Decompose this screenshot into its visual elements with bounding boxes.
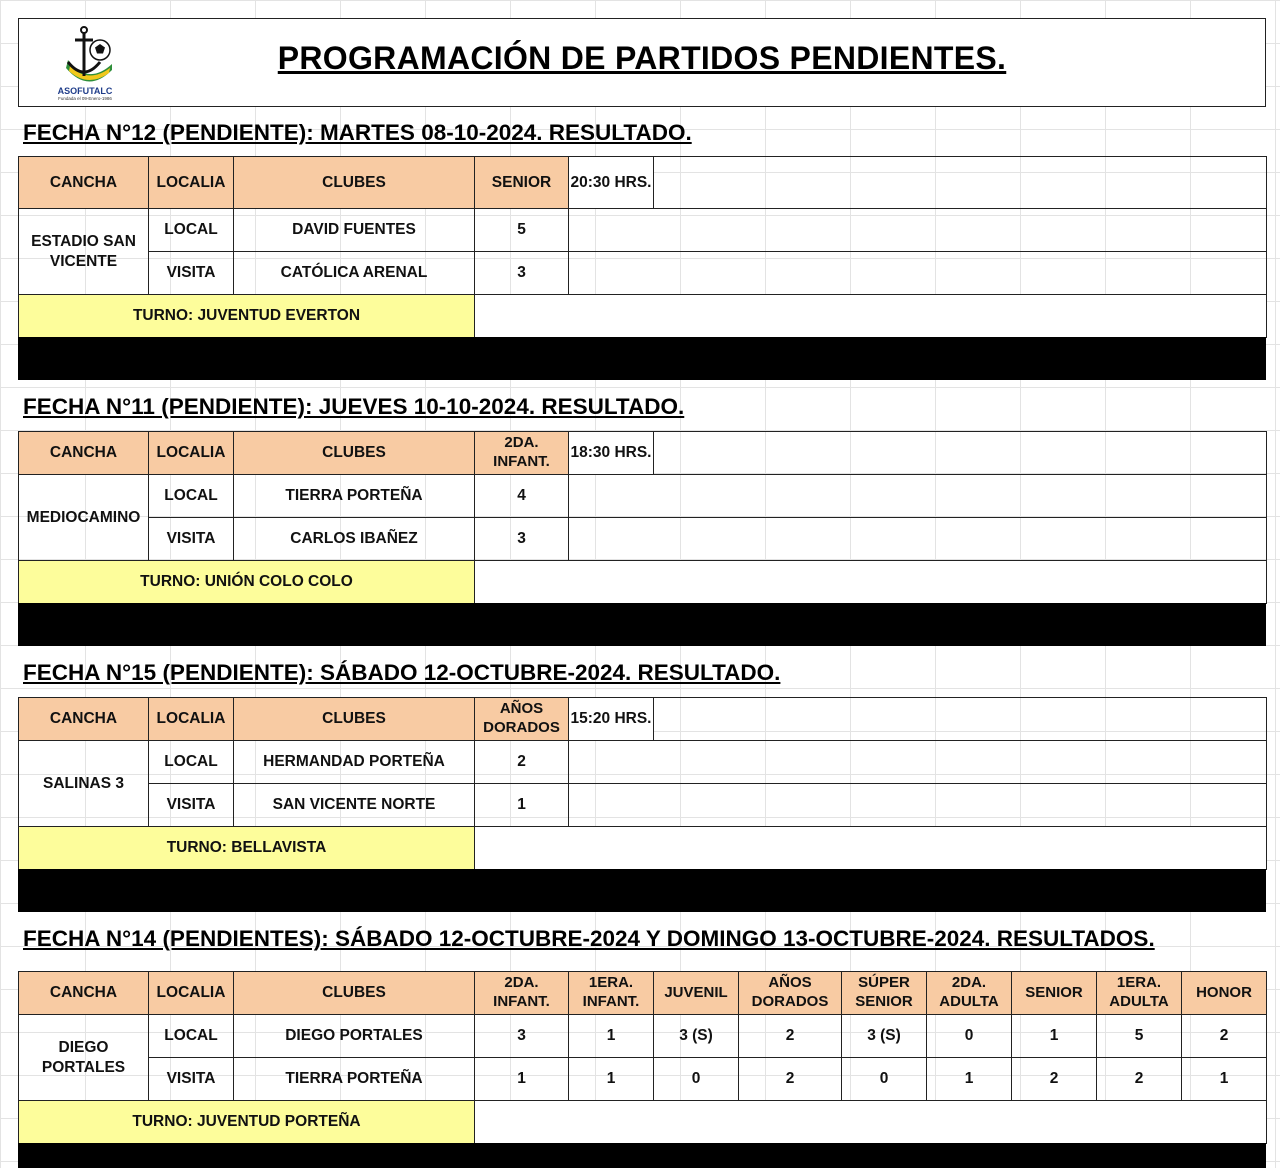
score-cell: 1	[927, 1058, 1012, 1101]
match-time: 15:20 HRS.	[569, 698, 654, 741]
score-cell: 5	[475, 209, 569, 252]
score-cell: 3	[475, 252, 569, 295]
score-cell: 0	[654, 1058, 739, 1101]
localia-cell: VISITA	[149, 784, 234, 827]
score-cell: 1	[569, 1058, 654, 1101]
cancha-cell: ESTADIO SAN VICENTE	[19, 209, 149, 295]
club-cell: HERMANDAD PORTEÑA	[234, 741, 475, 784]
column-header-serie: AÑOS DORADOS	[739, 972, 842, 1015]
score-cell: 1	[569, 1015, 654, 1058]
column-header-localia: LOCALIA	[149, 698, 234, 741]
logo-text: ASOFUTALC	[57, 86, 113, 96]
section-separator	[18, 337, 1266, 380]
score-cell: 1	[1012, 1015, 1097, 1058]
logo-subtext: Fundada el 09-Enero-1986	[58, 96, 112, 101]
score-cell: 3 (S)	[842, 1015, 927, 1058]
score-cell: 2	[739, 1015, 842, 1058]
column-header-localia: LOCALIA	[149, 157, 234, 209]
cancha-cell: SALINAS 3	[19, 741, 149, 827]
cancha-cell: DIEGO PORTALES	[19, 1015, 149, 1101]
section-1-heading: FECHA N°12 (PENDIENTE): MARTES 08-10-2024. RESULTADO.	[23, 120, 692, 145]
column-header-serie: 2DA. ADULTA	[927, 972, 1012, 1015]
section-2-heading: FECHA N°11 (PENDIENTE): JUEVES 10-10-2024. RESULTADO.	[23, 394, 685, 419]
column-header-cancha: CANCHA	[19, 432, 149, 475]
localia-cell: LOCAL	[149, 741, 234, 784]
column-header-serie: 1ERA. INFANT.	[569, 972, 654, 1015]
score-cell: 2	[1097, 1058, 1182, 1101]
club-cell: TIERRA PORTEÑA	[234, 475, 475, 518]
match-time: 18:30 HRS.	[569, 432, 654, 475]
column-header-serie: JUVENIL	[654, 972, 739, 1015]
match-time: 20:30 HRS.	[569, 157, 654, 209]
column-header-cancha: CANCHA	[19, 698, 149, 741]
turno-cell: TURNO: UNIÓN COLO COLO	[19, 561, 475, 604]
turno-cell: TURNO: JUVENTUD PORTEÑA	[19, 1101, 475, 1144]
section-separator	[18, 1143, 1266, 1168]
section-4-table	[18, 971, 1267, 1144]
column-header-clubes: CLUBES	[234, 157, 475, 209]
column-header-clubes: CLUBES	[234, 698, 475, 741]
section-2-table	[18, 431, 1267, 604]
section-separator	[18, 603, 1266, 646]
section-1-table	[18, 156, 1267, 338]
column-header-serie: AÑOS DORADOS	[475, 698, 569, 741]
score-cell: 1	[475, 1058, 569, 1101]
spreadsheet	[18, 18, 1266, 1168]
turno-blank	[475, 561, 1267, 604]
score-cell: 2	[475, 741, 569, 784]
page-title: PROGRAMACIÓN DE PARTIDOS PENDIENTES.	[277, 40, 1007, 76]
score-cell: 1	[1182, 1058, 1267, 1101]
score-cell: 0	[842, 1058, 927, 1101]
club-cell: CATÓLICA ARENAL	[234, 252, 475, 295]
turno-cell: TURNO: BELLAVISTA	[19, 827, 475, 870]
column-header-serie: SENIOR	[475, 157, 569, 209]
turno-blank	[475, 827, 1267, 870]
column-header-serie: 2DA. INFANT.	[475, 972, 569, 1015]
club-cell: DIEGO PORTALES	[234, 1015, 475, 1058]
score-cell: 3	[475, 1015, 569, 1058]
localia-cell: VISITA	[149, 252, 234, 295]
localia-cell: VISITA	[149, 518, 234, 561]
club-cell: SAN VICENTE NORTE	[234, 784, 475, 827]
turno-blank	[475, 295, 1267, 338]
section-4-heading: FECHA N°14 (PENDIENTES): SÁBADO 12-OCTUBRE-2024 Y DOMINGO 13-OCTUBRE-2024. RESULTADOS.	[23, 926, 1155, 951]
score-cell: 5	[1097, 1015, 1182, 1058]
column-header-localia: LOCALIA	[149, 432, 234, 475]
turno-blank	[475, 1101, 1267, 1144]
column-header-serie: HONOR	[1182, 972, 1267, 1015]
column-header-clubes: CLUBES	[234, 972, 475, 1015]
score-cell: 3 (S)	[654, 1015, 739, 1058]
section-separator	[18, 869, 1266, 912]
column-header-localia: LOCALIA	[149, 972, 234, 1015]
localia-cell: LOCAL	[149, 475, 234, 518]
score-cell: 4	[475, 475, 569, 518]
cancha-cell: MEDIOCAMINO	[19, 475, 149, 561]
score-cell: 1	[475, 784, 569, 827]
column-header-cancha: CANCHA	[19, 157, 149, 209]
column-header-clubes: CLUBES	[234, 432, 475, 475]
score-cell: 2	[1182, 1015, 1267, 1058]
localia-cell: LOCAL	[149, 209, 234, 252]
section-3-heading: FECHA N°15 (PENDIENTE): SÁBADO 12-OCTUBRE-2024. RESULTADO.	[23, 660, 781, 685]
column-header-serie: 1ERA. ADULTA	[1097, 972, 1182, 1015]
club-cell: DAVID FUENTES	[234, 209, 475, 252]
score-cell: 2	[739, 1058, 842, 1101]
score-cell: 3	[475, 518, 569, 561]
turno-cell: TURNO: JUVENTUD EVERTON	[19, 295, 475, 338]
section-3-table	[18, 697, 1267, 870]
column-header-serie: SÚPER SENIOR	[842, 972, 927, 1015]
score-cell: 2	[1012, 1058, 1097, 1101]
column-header-serie: 2DA. INFANT.	[475, 432, 569, 475]
column-header-serie: SENIOR	[1012, 972, 1097, 1015]
score-cell: 0	[927, 1015, 1012, 1058]
club-cell: CARLOS IBAÑEZ	[234, 518, 475, 561]
localia-cell: VISITA	[149, 1058, 234, 1101]
club-cell: TIERRA PORTEÑA	[234, 1058, 475, 1101]
localia-cell: LOCAL	[149, 1015, 234, 1058]
column-header-cancha: CANCHA	[19, 972, 149, 1015]
